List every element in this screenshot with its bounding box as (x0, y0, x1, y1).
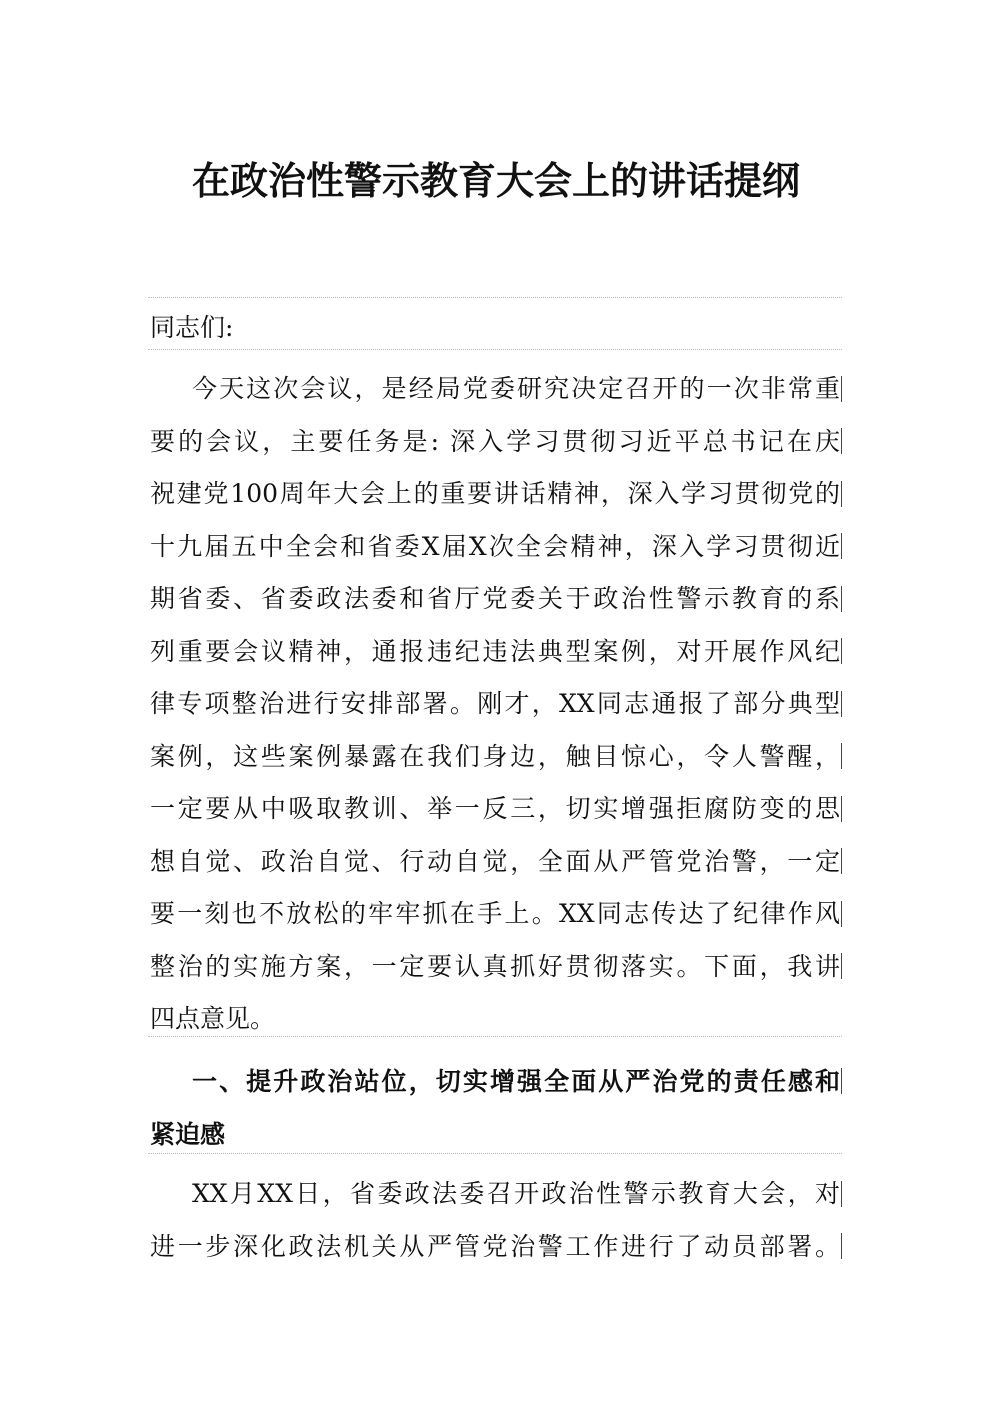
text-line: 要一刻也不放松的牢牢抓在手上。XX同志传达了纪律作风 (150, 899, 840, 928)
intro-paragraph (150, 363, 840, 1046)
document-title: 在政治性警示教育大会上的讲话提纲 (191, 158, 800, 203)
divider (148, 1036, 842, 1037)
text-line: 案例，这些案例暴露在我们身边，触目惊心，令人警醒， (150, 741, 840, 771)
margin-mark (841, 796, 842, 822)
text-line: 想自觉、政治自觉、行动自觉，全面从严管党治警，一定 (150, 846, 840, 876)
text-line: 期省委、省委政法委和省厅党委关于政治性警示教育的系 (150, 584, 840, 613)
margin-mark (841, 428, 842, 454)
text-line: 列重要会议精神，通报违纪违法典型案例，对开展作风纪 (150, 636, 840, 666)
margin-mark (841, 691, 842, 717)
divider (148, 349, 842, 350)
text-line: XX月XX日，省委政法委召开政治性警示教育大会，对 (192, 1179, 840, 1208)
text-line: 一定要从中吸取教训、举一反三，切实增强拒腐防变的思 (150, 794, 840, 823)
margin-mark (841, 586, 842, 612)
text-line: 要的会议，主要任务是: 深入学习贯彻习近平总书记在庆 (150, 426, 840, 456)
section-paragraph (150, 1168, 840, 1273)
text-line: 四点意见。 (150, 1004, 276, 1033)
margin-mark (841, 638, 842, 664)
margin-mark (841, 743, 842, 769)
margin-mark (841, 953, 842, 979)
margin-mark (841, 901, 842, 927)
margin-mark (841, 1233, 842, 1259)
margin-mark (841, 848, 842, 874)
margin-mark (841, 376, 842, 402)
margin-mark (841, 1181, 842, 1207)
text-line: 进一步深化政法机关从严管党治警工作进行了动员部署。 (150, 1231, 840, 1261)
margin-mark (841, 533, 842, 559)
text-line: 整治的实施方案，一定要认真抓好贯彻落实。下面，我讲 (150, 951, 840, 981)
heading-line: 紧迫感 (150, 1120, 226, 1149)
text-line: 祝建党100周年大会上的重要讲话精神，深入学习贯彻党的 (150, 479, 840, 508)
divider (148, 297, 842, 298)
margin-mark (841, 481, 842, 507)
greeting: 同志们: (150, 313, 234, 342)
section-heading (150, 1055, 840, 1161)
text-line: 律专项整治进行安排部署。刚才，XX同志通报了部分典型 (150, 689, 840, 718)
heading-line: 一、提升政治站位，切实增强全面从严治党的责任感和 (192, 1067, 840, 1096)
divider (148, 1153, 842, 1154)
margin-mark (841, 1068, 842, 1094)
text-line: 十九届五中全会和省委X届X次全会精神，深入学习贯彻近 (150, 531, 840, 561)
text-line: 今天这次会议，是经局党委研究决定召开的一次非常重 (192, 374, 840, 403)
